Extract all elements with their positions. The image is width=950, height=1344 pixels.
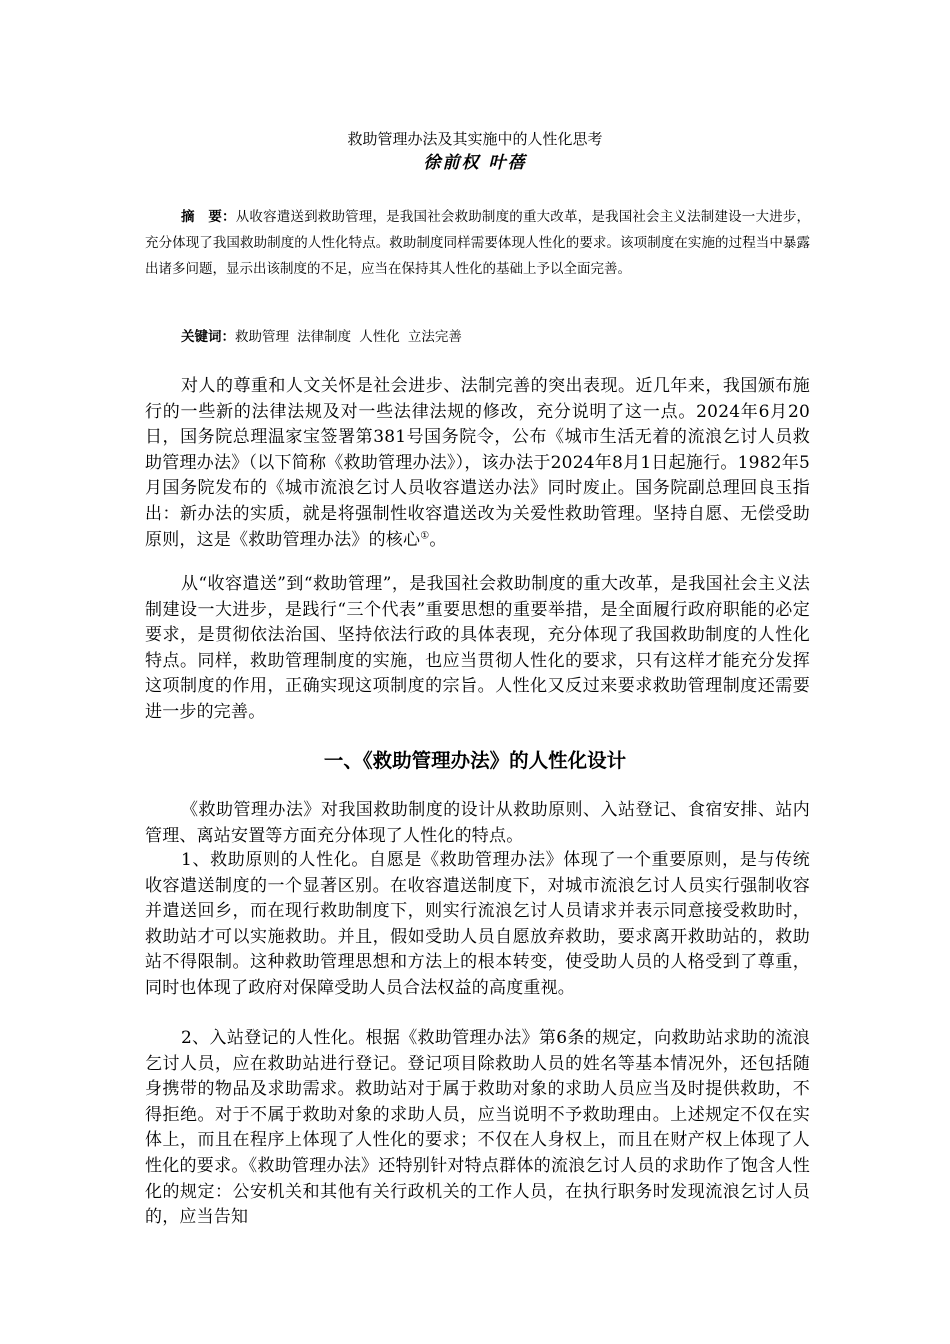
body-paragraph-4: 1、救助原则的人性化。自愿是《救助管理办法》体现了一个重要原则，是与传统收容遣送制度的一个显著区别。在收容遣送制度下，对城市流浪乞讨人员实行强制收容并遣送回乡，而在现行救助制度下，则实行流浪乞讨人员请求并表示同意接受救助时，救助站才可以实施救助。并且，假如受助人员自愿放弃救助，要求离开救助站的，救助站不得限制。这种救助管理思想和方法上的根本转变，使受助人员的人格受到了尊重，同时也体现了政府对保障受助人员合法权益的高度重视。 (145, 850, 810, 998)
abstract-paragraph (145, 204, 810, 282)
paragraph-1-end: 。 (429, 529, 447, 550)
body-paragraph-1 (145, 374, 810, 553)
body-paragraph-5: 2、入站登记的人性化。根据《救助管理办法》第6条的规定，向救助站求助的流浪乞讨人员，应在救助站进行登记。登记项目除救助人员的姓名等基本情况外，还包括随身携带的物品及求助需求。救助站对于属于救助对象的求助人员应当及时提供救助，不得拒绝。对于不属于救助对象的求助人员，应当说明不予救助理由。上述规定不仅在实体上，而且在程序上体现了人性化的要求；不仅在人身权上，而且在财产权上体现了人性化的要求。《救助管理办法》还特别针对特点群体的流浪乞讨人员的求助作了饱含人性化的规定：公安机关和其他有关行政机关的工作人员，在执行职务时发现流浪乞讨人员的，应当告知 (145, 1028, 810, 1228)
section-heading-1: 一、《救助管理办法》的人性化设计 (323, 749, 627, 772)
body-paragraph-2: 从“收容遣送”到“救助管理”，是我国社会救助制度的重大改革，是我国社会主义法制建设一大进步，是践行“三个代表”重要思想的重要举措，是全面履行政府职能的必定要求，是贯彻依法治国、坚持依法行政的具体表现，充分体现了我国救助制度的人性化特点。同样，救助管理制度的实施，也应当贯彻人性化的要求，只有这样才能充分发挥这项制度的作用，正确实现这项制度的宗旨。人性化又反过来要求救助管理制度还需要进一步的完善。 (145, 574, 810, 722)
keywords-label: 关键词： (181, 329, 235, 345)
abstract-label: 摘 要： (181, 209, 236, 225)
body-paragraph-3: 《救助管理办法》对我国救助制度的设计从救助原则、入站登记、食宿安排、站内管理、离站安置等方面充分体现了人性化的特点。 (145, 800, 810, 846)
paragraph-1-text: 对人的尊重和人文关怀是社会进步、法制完善的突出表现。近几年来，我国颁布施行的一些新的法律法规及对一些法律法规的修改，充分说明了这一点。2024年6月20日，国务院总理温家宝签署第381号国务院令，公布《城市生活无着的流浪乞讨人员救助管理办法》（以下简称《救助管理办法》），该办法于2024年8月1日起施行。1982年5月国务院发布的《城市流浪乞讨人员收容遣送办法》同时废止。国务院副总理回良玉指出：新办法的实质，就是将强制性收容遣送改为关爱性救助管理。坚持自愿、无偿受助原则，这是《救助管理办法》的核心 (145, 376, 810, 550)
keywords-line (181, 324, 811, 350)
abstract-text: 从收容遣送到救助管理，是我国社会救助制度的重大改革，是我国社会主义法制建设一大进步，充分体现了我国救助制度的人性化特点。救助制度同样需要体现人性化的要求。该项制度在实施的过程当中暴露出诸多问题，显示出该制度的不足，应当在保持其人性化的基础上予以全面完善。 (145, 209, 811, 277)
keywords-text: 救助管理 法律制度 人性化 立法完善 (235, 329, 462, 345)
author-names: 徐前权 叶蓓 (423, 153, 527, 173)
footnote-marker[interactable]: ① (420, 529, 430, 541)
document-title: 救助管理办法及其实施中的人性化思考 (347, 130, 603, 148)
